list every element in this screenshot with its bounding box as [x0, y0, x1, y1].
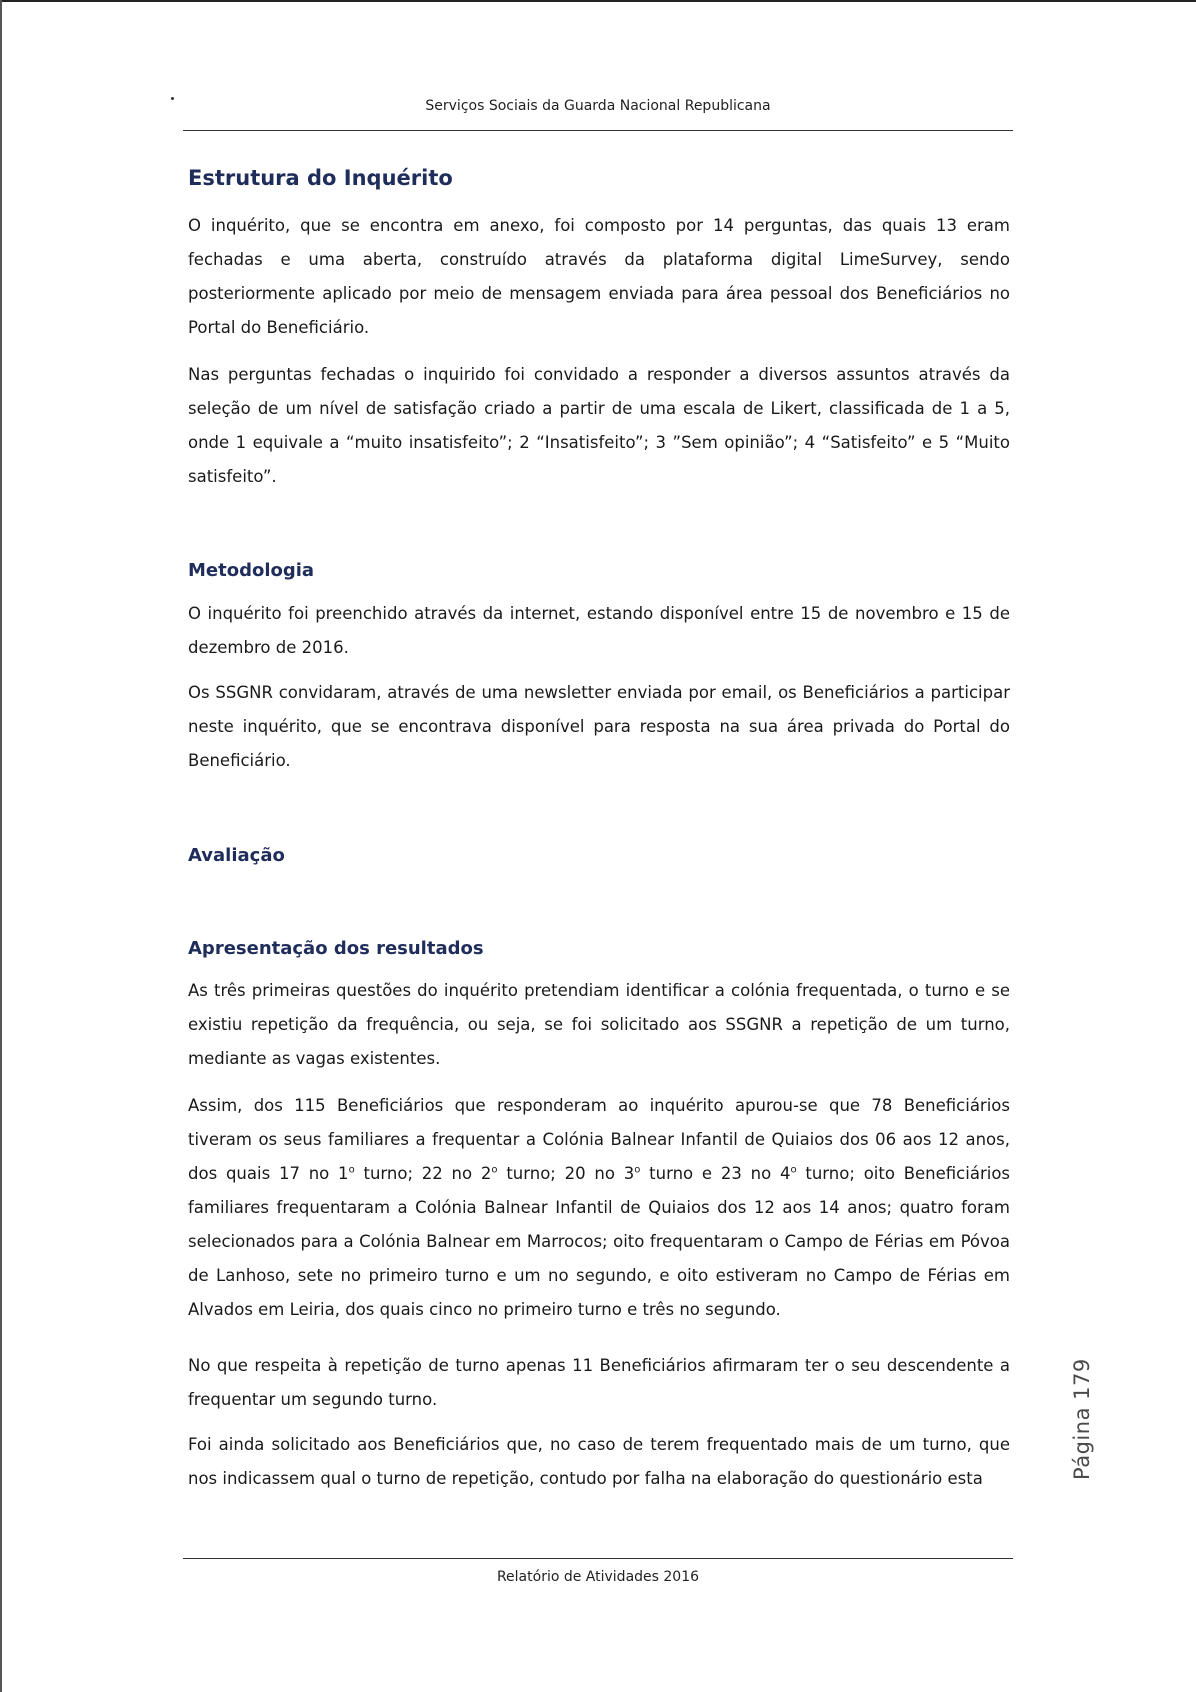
scan-speck [171, 97, 174, 100]
page-footer: Relatório de Atividades 2016 [496, 1569, 700, 1585]
page-header: Serviços Sociais da Guarda Nacional Republicana [425, 98, 771, 114]
section-title-resultados: Apresentação dos resultados [188, 938, 484, 959]
header-divider [183, 130, 1013, 131]
paragraph: Os SSGNR convidaram, através de uma newsletter enviada por email, os Beneficiários a participar neste inquérito, que se encontrava disponível para resposta na sua área privada do Portal do Beneficiário. [188, 683, 1010, 770]
paragraph: Assim, dos 115 Beneficiários que responderam ao inquérito apurou-se que 78 Beneficiários tiveram os seus familiares a frequentar a Colónia Balnear Infantil de Quiaios dos 06 aos 12 anos, dos quais 17 no 1$^o$ turno; 22 no 2$^o$ turno; 20 no 3$^o$ turno e 23 no 4$^o$ turno; oito Beneficiários familiares frequentaram a Colónia Balnear Infantil de Quiaios dos 12 aos 14 anos; quatro foram selecionados para a Colónia Balnear em Marrocos; oito frequentaram o Campo de Férias em Póvoa de Lanhoso, sete no primeiro turno e um no segundo, e oito estiveram no Campo de Férias em Alvados em Leiria, dos quais cinco no primeiro turno e três no segundo. [188, 1096, 1011, 1319]
paragraph: O inquérito foi preenchido através da internet, estando disponível entre 15 de novembro e 15 de dezembro de 2016. [188, 604, 1010, 657]
section-title-avaliacao: Avaliação [188, 845, 285, 866]
scan-edge-top [0, 0, 1196, 2]
section-title-metodologia: Metodologia [188, 560, 315, 581]
paragraph: Nas perguntas fechadas o inquirido foi convidado a responder a diversos assuntos através da seleção de um nível de satisfação criado a partir de uma escala de Likert, classificada de 1 a 5, onde 1 equivale a “muito insatisfeito”; 2 “Insatisfeito”; 3 ”Sem opinião”; 4 “Satisfeito” e 5 “Muito satisfeito”. [188, 365, 1010, 486]
section-title-estrutura: Estrutura do Inquérito [188, 166, 453, 190]
footer-divider [183, 1558, 1013, 1559]
page-number: Página 179 [1070, 1358, 1094, 1480]
paragraph: No que respeita à repetição de turno apenas 11 Beneficiários afirmaram ter o seu descendente a frequentar um segundo turno. [188, 1356, 1010, 1409]
scan-edge-left [0, 0, 2, 1692]
paragraph: As três primeiras questões do inquérito pretendiam identificar a colónia frequentada, o turno e se existiu repetição da frequência, ou seja, se foi solicitado aos SSGNR a repetição de um turno, mediante as vagas existentes. [188, 981, 1010, 1068]
paragraph: O inquérito, que se encontra em anexo, foi composto por 14 perguntas, das quais 13 eram fechadas e uma aberta, construído através da plataforma digital LimeSurvey, sendo posteriormente aplicado por meio de mensagem enviada para área pessoal dos Beneficiários no Portal do Beneficiário. [188, 216, 1010, 337]
paragraph: Foi ainda solicitado aos Beneficiários que, no caso de terem frequentado mais de um turno, que nos indicassem qual o turno de repetição, contudo por falha na elaboração do questionário esta [188, 1435, 1010, 1488]
